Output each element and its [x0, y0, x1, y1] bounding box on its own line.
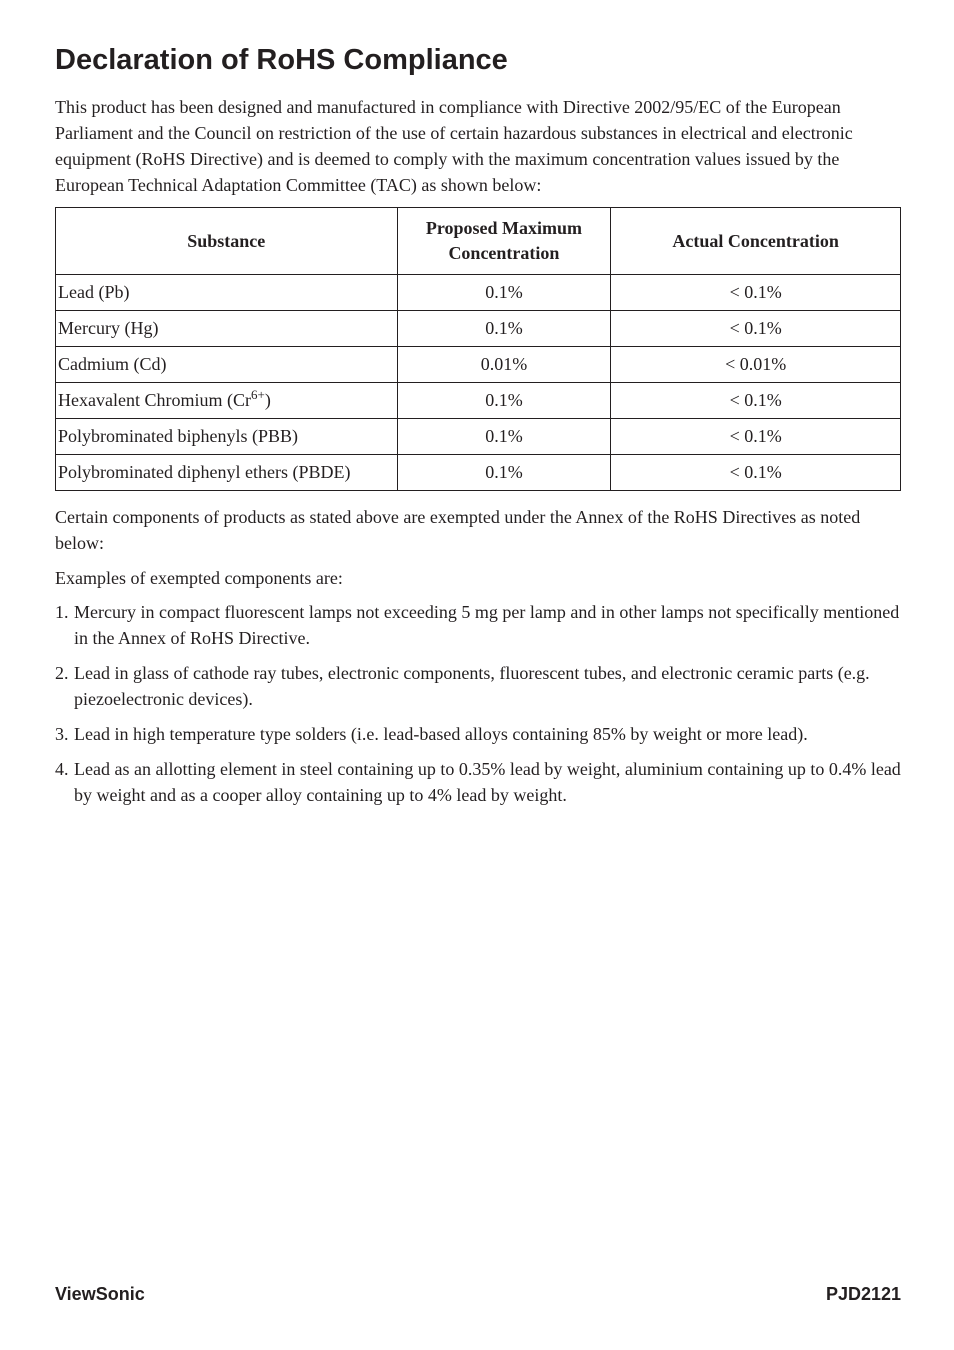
list-item-text: Lead in high temperature type solders (i.e. lead-based alloys containing 85% by weight or more lead).: [74, 724, 808, 744]
list-item: [55, 721, 901, 747]
proposed-cell: 0.1%: [397, 419, 611, 455]
exemption-note: Certain components of products as stated above are exempted under the Annex of the RoHS Directives as noted below:: [55, 507, 861, 553]
header-proposed-line2: Concentration: [448, 243, 560, 263]
list-item: [55, 599, 901, 651]
actual-cell: < 0.1%: [611, 275, 901, 311]
list-item-number: 2.: [55, 663, 69, 683]
list-item-number: 3.: [55, 724, 69, 744]
list-item: [55, 660, 901, 712]
rohs-substance-table: [55, 207, 901, 491]
oxidation-state-superscript: 6+: [250, 387, 265, 402]
substance-cell: Cadmium (Cd): [56, 347, 398, 383]
substance-suffix: ): [264, 390, 271, 410]
list-item: [55, 756, 901, 808]
substance-cell: Mercury (Hg): [56, 311, 398, 347]
actual-cell: < 0.1%: [611, 383, 901, 419]
list-item-text: Lead as an allotting element in steel containing up to 0.35% lead by weight, aluminium containing up to 0.4% lead by weight and as a cooper alloy containing up to 4% lead by weight.: [74, 759, 901, 805]
substance-cell: Polybrominated diphenyl ethers (PBDE): [56, 455, 398, 491]
table-row: [56, 347, 901, 383]
header-proposed-line1: Proposed Maximum: [425, 218, 583, 238]
table-header-row: [56, 208, 901, 275]
list-item-number: 4.: [55, 759, 69, 779]
substance-cell: [56, 383, 398, 419]
table-row: [56, 275, 901, 311]
table-row: [56, 419, 901, 455]
proposed-cell: 0.1%: [397, 311, 611, 347]
intro-paragraph: This product has been designed and manufactured in compliance with Directive 2002/95/EC of the European Parliament and the Council on restriction of the use of certain hazardous substances in electrical and electronic equipment (RoHS Directive) and is deemed to comply with the maximum concentration values issued by the European Technical Adaptation Committee (TAC) as shown below:: [55, 97, 853, 195]
table-row: [56, 455, 901, 491]
table-row: [56, 383, 901, 419]
proposed-cell: 0.1%: [397, 275, 611, 311]
header-proposed-max: [397, 208, 611, 275]
table-row: [56, 311, 901, 347]
actual-cell: < 0.01%: [611, 347, 901, 383]
examples-label: Examples of exempted components are:: [55, 568, 343, 588]
exemption-list: [55, 599, 901, 817]
header-actual: Actual Concentration: [611, 208, 901, 275]
header-substance: Substance: [56, 208, 398, 275]
proposed-cell: 0.1%: [397, 455, 611, 491]
substance-name: Hexavalent Chromium (Cr: [58, 390, 251, 410]
footer-model-number: PJD2121: [825, 1284, 901, 1304]
substance-cell: Lead (Pb): [56, 275, 398, 311]
substance-cell: Polybrominated biphenyls (PBB): [56, 419, 398, 455]
proposed-cell: 0.1%: [397, 383, 611, 419]
proposed-cell: 0.01%: [397, 347, 611, 383]
list-item-number: 1.: [55, 602, 69, 622]
list-item-text: Mercury in compact fluorescent lamps not exceeding 5 mg per lamp and in other lamps not specifically mentioned in the Annex of RoHS Directive.: [74, 602, 900, 648]
page-title: Declaration of RoHS Compliance: [55, 44, 508, 76]
list-item-text: Lead in glass of cathode ray tubes, electronic components, fluorescent tubes, and electronic ceramic parts (e.g. piezoelectronic devices).: [74, 663, 870, 709]
actual-cell: < 0.1%: [611, 419, 901, 455]
actual-cell: < 0.1%: [611, 455, 901, 491]
footer-brand: ViewSonic: [55, 1284, 145, 1304]
actual-cell: < 0.1%: [611, 311, 901, 347]
